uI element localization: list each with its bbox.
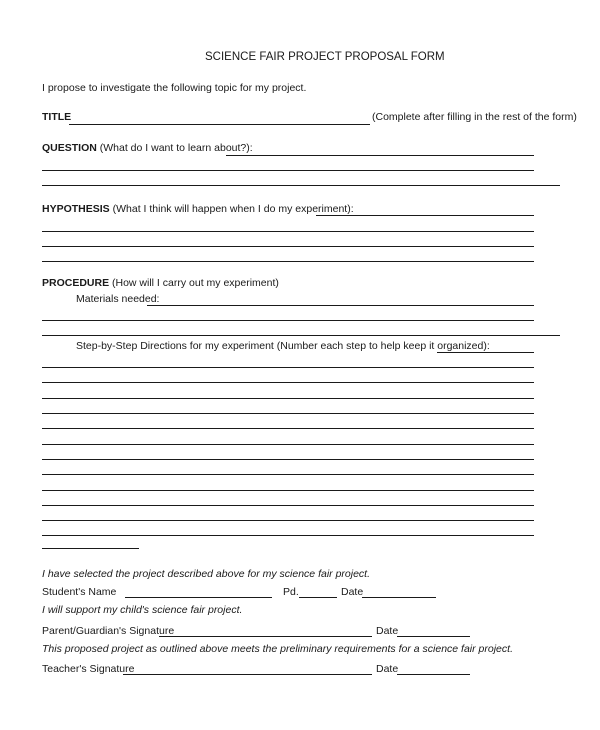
hypothesis-line-2[interactable] (42, 221, 534, 232)
steps-line-8[interactable] (42, 449, 534, 460)
steps-line-6[interactable] (42, 418, 534, 429)
question-label: QUESTION (42, 142, 97, 154)
form-title: SCIENCE FAIR PROJECT PROPOSAL FORM (205, 51, 445, 63)
hypothesis-heading (42, 203, 354, 215)
materials-line-2[interactable] (42, 310, 534, 321)
materials-line-3[interactable] (42, 325, 560, 336)
title-note: (Complete after filling in the rest of the form) (372, 111, 577, 123)
teacher-signature-label: Teacher's Signature (42, 663, 135, 675)
materials-label: Materials needed: (76, 293, 160, 305)
steps-line-3[interactable] (42, 372, 534, 383)
procedure-hint: (How will I carry out my experiment) (109, 277, 279, 289)
materials-line-1[interactable] (147, 295, 534, 306)
steps-line-12[interactable] (42, 510, 534, 521)
hypothesis-line-1[interactable] (316, 205, 534, 216)
steps-line-2[interactable] (42, 357, 534, 368)
steps-line-14[interactable] (42, 538, 139, 549)
steps-line-7[interactable] (42, 434, 534, 445)
teacher-date-label: Date (376, 663, 399, 675)
student-date-field[interactable] (362, 587, 436, 598)
teacher-signature-field[interactable] (123, 664, 372, 675)
teacher-statement: This proposed project as outlined above meets the preliminary requirements for a science fair project. (42, 643, 513, 655)
pd-label: Pd. (283, 586, 299, 598)
intro-text: I propose to investigate the following topic for my project. (42, 82, 307, 94)
parent-signature-label: Parent/Guardian's Signature (42, 625, 175, 637)
parent-date-field[interactable] (397, 626, 470, 637)
hypothesis-label: HYPOTHESIS (42, 203, 110, 215)
steps-line-4[interactable] (42, 388, 534, 399)
parent-statement: I will support my child's science fair project. (42, 604, 243, 616)
question-line-2[interactable] (42, 160, 534, 171)
hypothesis-line-3[interactable] (42, 236, 534, 247)
question-line-1[interactable] (226, 145, 534, 156)
steps-line-1[interactable] (437, 342, 534, 353)
student-statement: I have selected the project described above for my science fair project. (42, 568, 371, 580)
steps-line-10[interactable] (42, 480, 534, 491)
steps-line-13[interactable] (42, 525, 534, 536)
question-line-3[interactable] (42, 175, 560, 186)
steps-line-5[interactable] (42, 403, 534, 414)
procedure-label: PROCEDURE (42, 277, 110, 289)
teacher-date-field[interactable] (397, 664, 470, 675)
title-field[interactable] (69, 114, 370, 125)
steps-line-9[interactable] (42, 464, 534, 475)
steps-line-11[interactable] (42, 495, 534, 506)
hypothesis-line-4[interactable] (42, 251, 534, 262)
student-date-label: Date (341, 586, 364, 598)
parent-signature-field[interactable] (159, 626, 372, 637)
hypothesis-hint: (What I think will happen when I do my experiment): (109, 203, 354, 215)
student-name-field[interactable] (125, 587, 272, 598)
title-label: TITLE (42, 111, 72, 123)
question-hint: (What do I want to learn about?): (96, 142, 253, 154)
parent-date-label: Date (376, 625, 399, 637)
student-name-label: Student's Name (42, 586, 117, 598)
steps-label: Step-by-Step Directions for my experiment (Number each step to help keep it organized): (76, 340, 490, 352)
pd-field[interactable] (299, 587, 337, 598)
question-heading (42, 142, 253, 154)
procedure-heading (42, 277, 279, 289)
